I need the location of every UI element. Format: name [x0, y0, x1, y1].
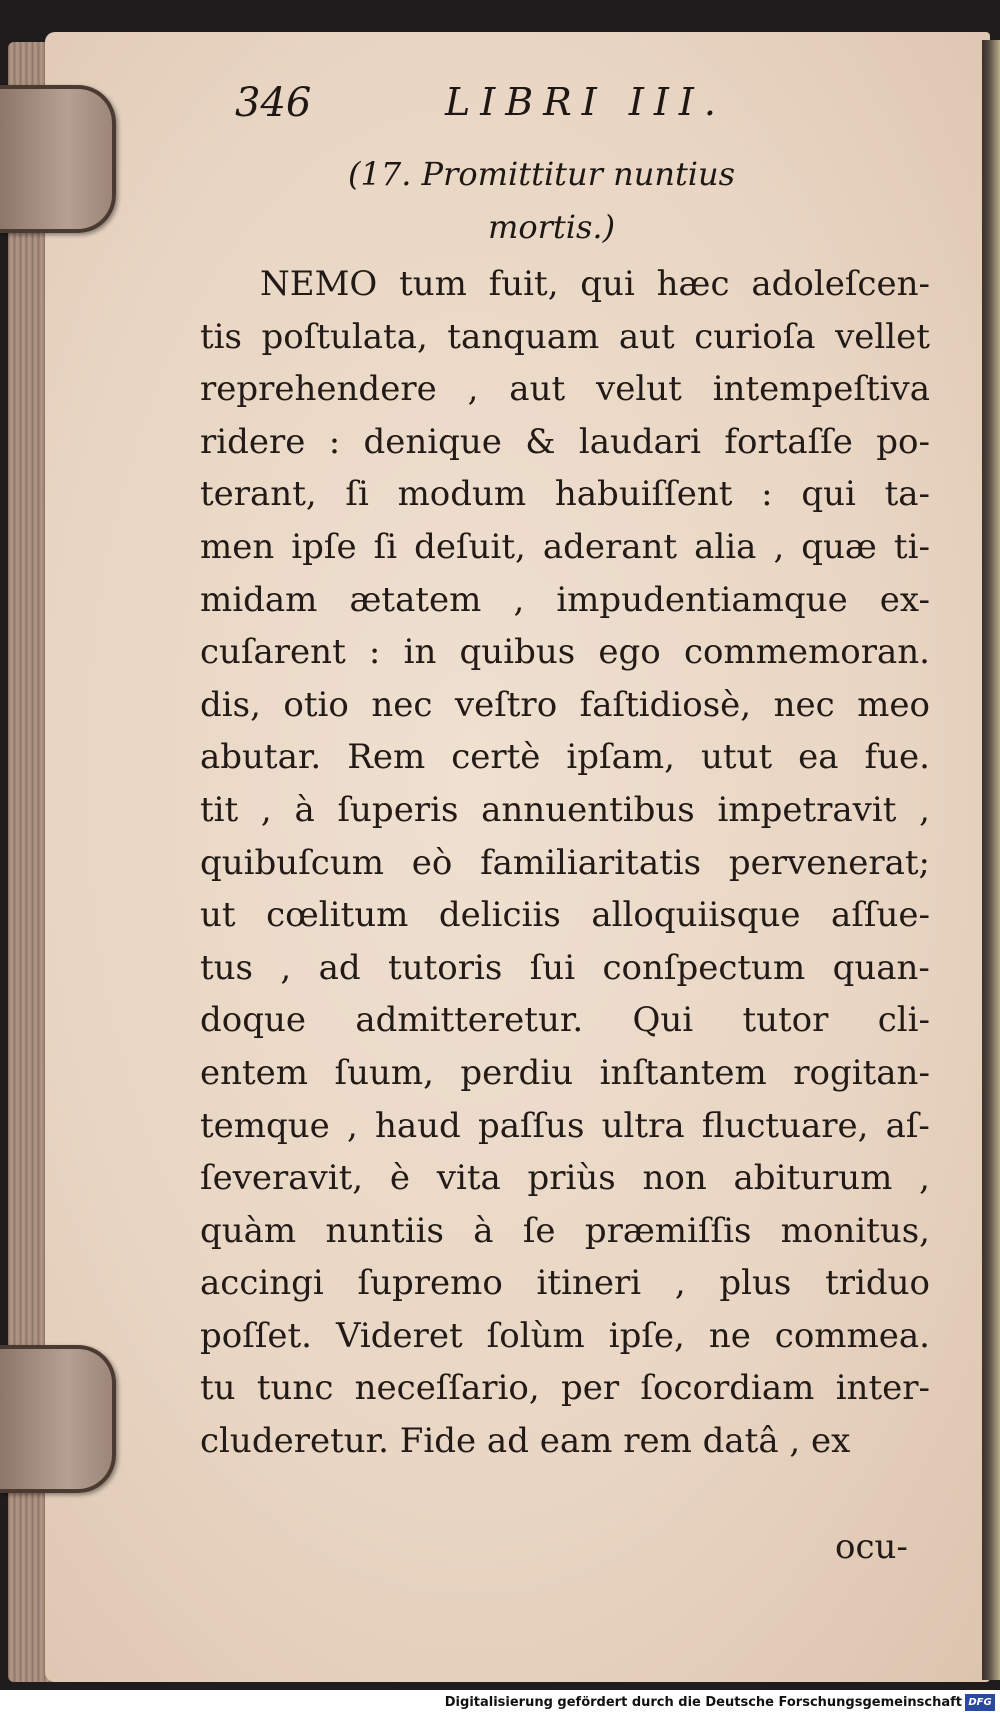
- marginal-note-line-1: (17. Promittitur nuntius: [348, 155, 736, 193]
- footer-credit: Digitalisierung gefördert durch die Deutsche Forschungsgemeinschaft: [444, 1695, 962, 1710]
- text-line: midam ætatem , impudentiamque ex-: [200, 579, 930, 620]
- text-line: quibuſcum eò familiaritatis pervenerat;: [200, 842, 930, 883]
- text-line: poſſet. Videret ſolùm ipſe, ne commea.: [200, 1315, 930, 1356]
- text-line: accingi ſupremo itineri , plus triduo: [200, 1263, 930, 1304]
- text-line: cluderetur. Fide ad eam rem datâ , ex: [200, 1421, 851, 1462]
- dfg-logo: DFG: [965, 1694, 995, 1711]
- text-line: doque admitteretur. Qui tutor cli-: [200, 1000, 930, 1041]
- text-line: abutar. Rem certè ipſam, utut ea fue.: [200, 737, 930, 778]
- text-line: entem ſuum, perdiu inſtantem rogitan-: [200, 1052, 930, 1093]
- text-line: cuſarent : in quibus ego commemoran.: [200, 632, 930, 673]
- marginal-note-line-2: mortis.): [488, 208, 616, 246]
- clasp-bottom: [0, 1345, 116, 1493]
- text-line: quàm nuntiis à ſe præmiſſis monitus,: [200, 1210, 930, 1251]
- text-line: tus , ad tutoris ſui conſpectum quan-: [200, 947, 930, 988]
- running-title: LIBRI III.: [445, 80, 726, 124]
- page-number: 346: [235, 80, 312, 126]
- text-line: tit , à ſuperis annuentibus impetravit ,: [200, 789, 930, 830]
- catchword: ocu-: [835, 1527, 908, 1567]
- text-line: tu tunc neceſſario, per ſocordiam inter-: [200, 1368, 930, 1409]
- body-text: [200, 258, 930, 1468]
- text-line: ut cœlitum deliciis alloquiisque aſſue-: [200, 895, 930, 936]
- footer-bar: [0, 1690, 1000, 1718]
- text-line: ſeveravit, è vita priùs non abiturum ,: [200, 1158, 930, 1199]
- book-fore-edge: [982, 40, 1000, 1680]
- text-line: dis, otio nec veſtro faſtidiosè, nec meo: [200, 684, 930, 725]
- text-line: terant, ſi modum habuiſſent : qui ta-: [200, 474, 930, 515]
- text-line: temque , haud paſſus ultra fluctuare, aſ-: [200, 1105, 930, 1146]
- text-line: tis poſtulata, tanquam aut curioſa vellet: [200, 316, 930, 357]
- text-line: NEMO tum fuit, qui hæc adoleſcen-: [260, 264, 930, 304]
- text-line: reprehendere , aut velut intempeſtiva: [200, 369, 930, 410]
- text-line: ridere : denique & laudari fortaſſe po-: [200, 421, 930, 462]
- clasp-top: [0, 85, 116, 233]
- text-line: men ipſe ſi deſuit, aderant alia , quæ ti-: [200, 526, 930, 567]
